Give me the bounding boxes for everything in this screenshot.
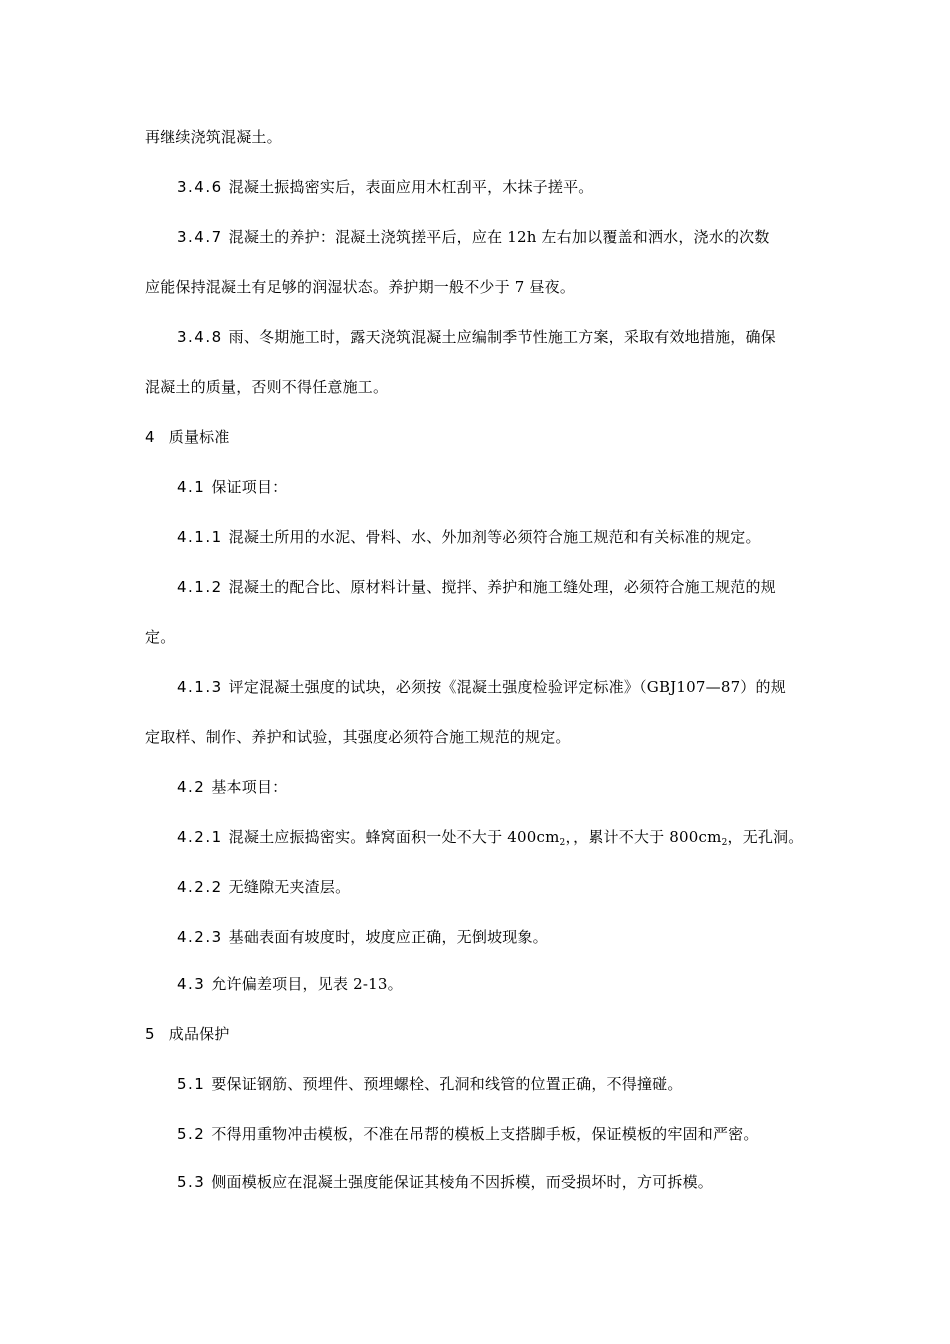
clause-4-2-3	[177, 927, 548, 947]
clause-text: 评定混凝土强度的试块，必须按《混凝土强度检验评定标准》（GBJ107—87）的规	[228, 678, 786, 696]
clause-text-b: ，，累计不大于 800cm	[565, 828, 722, 846]
clause-number: 4.1.1	[177, 528, 223, 546]
clause-number: 5.3	[177, 1173, 206, 1191]
clause-4-3	[177, 974, 403, 994]
clause-4-1-3-continuation	[145, 727, 571, 747]
clause-text: 基本项目：	[211, 778, 288, 796]
clause-4-1-1	[177, 527, 761, 547]
section-number: 5	[145, 1025, 155, 1043]
clause-text: 混凝土的养护：混凝土浇筑搓平后，应在 12h 左右加以覆盖和洒水，浇水的次数	[228, 228, 770, 246]
clause-4-1	[177, 477, 287, 497]
clause-text: 允许偏差项目，见表 2-13。	[211, 975, 403, 993]
line-text: 定取样、制作、养护和试验，其强度必须符合施工规范的规定。	[145, 728, 571, 746]
clause-4-1-2-continuation	[145, 627, 175, 647]
clause-number: 3.4.8	[177, 328, 223, 346]
clause-number: 4.1	[177, 478, 206, 496]
clause-text: 基础表面有坡度时，坡度应正确，无倒坡现象。	[228, 928, 548, 946]
clause-text-a: 混凝土应振捣密实。蜂窝面积一处不大于 400cm	[228, 828, 560, 846]
section-heading-4	[145, 427, 230, 447]
clause-number: 4.1.2	[177, 578, 223, 596]
clause-text: 保证项目：	[211, 478, 288, 496]
clause-4-2-1	[177, 827, 804, 853]
subscript: 2	[559, 838, 566, 848]
clause-5-1	[177, 1074, 683, 1094]
clause-number: 4.2.2	[177, 878, 223, 896]
clause-number: 3.4.7	[177, 228, 223, 246]
line-text: 再继续浇筑混凝土。	[145, 128, 282, 146]
clause-5-3	[177, 1172, 713, 1192]
line-text: 定。	[145, 628, 176, 646]
section-heading-5	[145, 1024, 230, 1044]
clause-text-c: ，无孔洞。	[727, 828, 804, 846]
clause-5-2	[177, 1124, 759, 1144]
clause-number: 3.4.6	[177, 178, 223, 196]
clause-4-2-2	[177, 877, 350, 897]
clause-text: 混凝土所用的水泥、骨料、水、外加剂等必须符合施工规范和有关标准的规定。	[228, 528, 761, 546]
clause-number: 5.2	[177, 1125, 206, 1143]
clause-number: 4.2.1	[177, 828, 223, 846]
clause-3-4-7	[177, 227, 770, 247]
section-number: 4	[145, 428, 155, 446]
clause-number: 4.1.3	[177, 678, 223, 696]
paragraph-continuation	[145, 127, 282, 147]
clause-number: 5.1	[177, 1075, 206, 1093]
clause-text: 侧面模板应在混凝土强度能保证其棱角不因拆模，而受损坏时，方可拆模。	[211, 1173, 713, 1191]
clause-text: 混凝土振捣密实后，表面应用木杠刮平，木抹子搓平。	[228, 178, 594, 196]
clause-4-2	[177, 777, 287, 797]
clause-number: 4.2	[177, 778, 206, 796]
clause-text: 无缝隙无夹渣层。	[228, 878, 351, 896]
section-title: 质量标准	[168, 428, 230, 446]
line-text: 应能保持混凝土有足够的润湿状态。养护期一般不少于 7 昼夜。	[145, 278, 576, 296]
clause-3-4-8	[177, 327, 776, 347]
clause-text: 混凝土的配合比、原材料计量、搅拌、养护和施工缝处理，必须符合施工规范的规	[228, 578, 776, 596]
subscript: 2	[721, 838, 728, 848]
clause-text: 不得用重物冲击模板，不准在吊帮的模板上支搭脚手板，保证模板的牢固和严密。	[211, 1125, 759, 1143]
clause-3-4-7-continuation	[145, 277, 575, 297]
clause-number: 4.2.3	[177, 928, 223, 946]
clause-text: 雨、冬期施工时，露天浇筑混凝土应编制季节性施工方案，采取有效地措施，确保	[228, 328, 776, 346]
clause-3-4-8-continuation	[145, 377, 388, 397]
clause-text: 要保证钢筋、预埋件、预埋螺栓、孔洞和线管的位置正确，不得撞碰。	[211, 1075, 683, 1093]
section-title: 成品保护	[168, 1025, 230, 1043]
line-text: 混凝土的质量，否则不得任意施工。	[145, 378, 389, 396]
clause-number: 4.3	[177, 975, 206, 993]
clause-4-1-2	[177, 577, 776, 597]
clause-4-1-3	[177, 677, 786, 697]
clause-3-4-6	[177, 177, 593, 197]
